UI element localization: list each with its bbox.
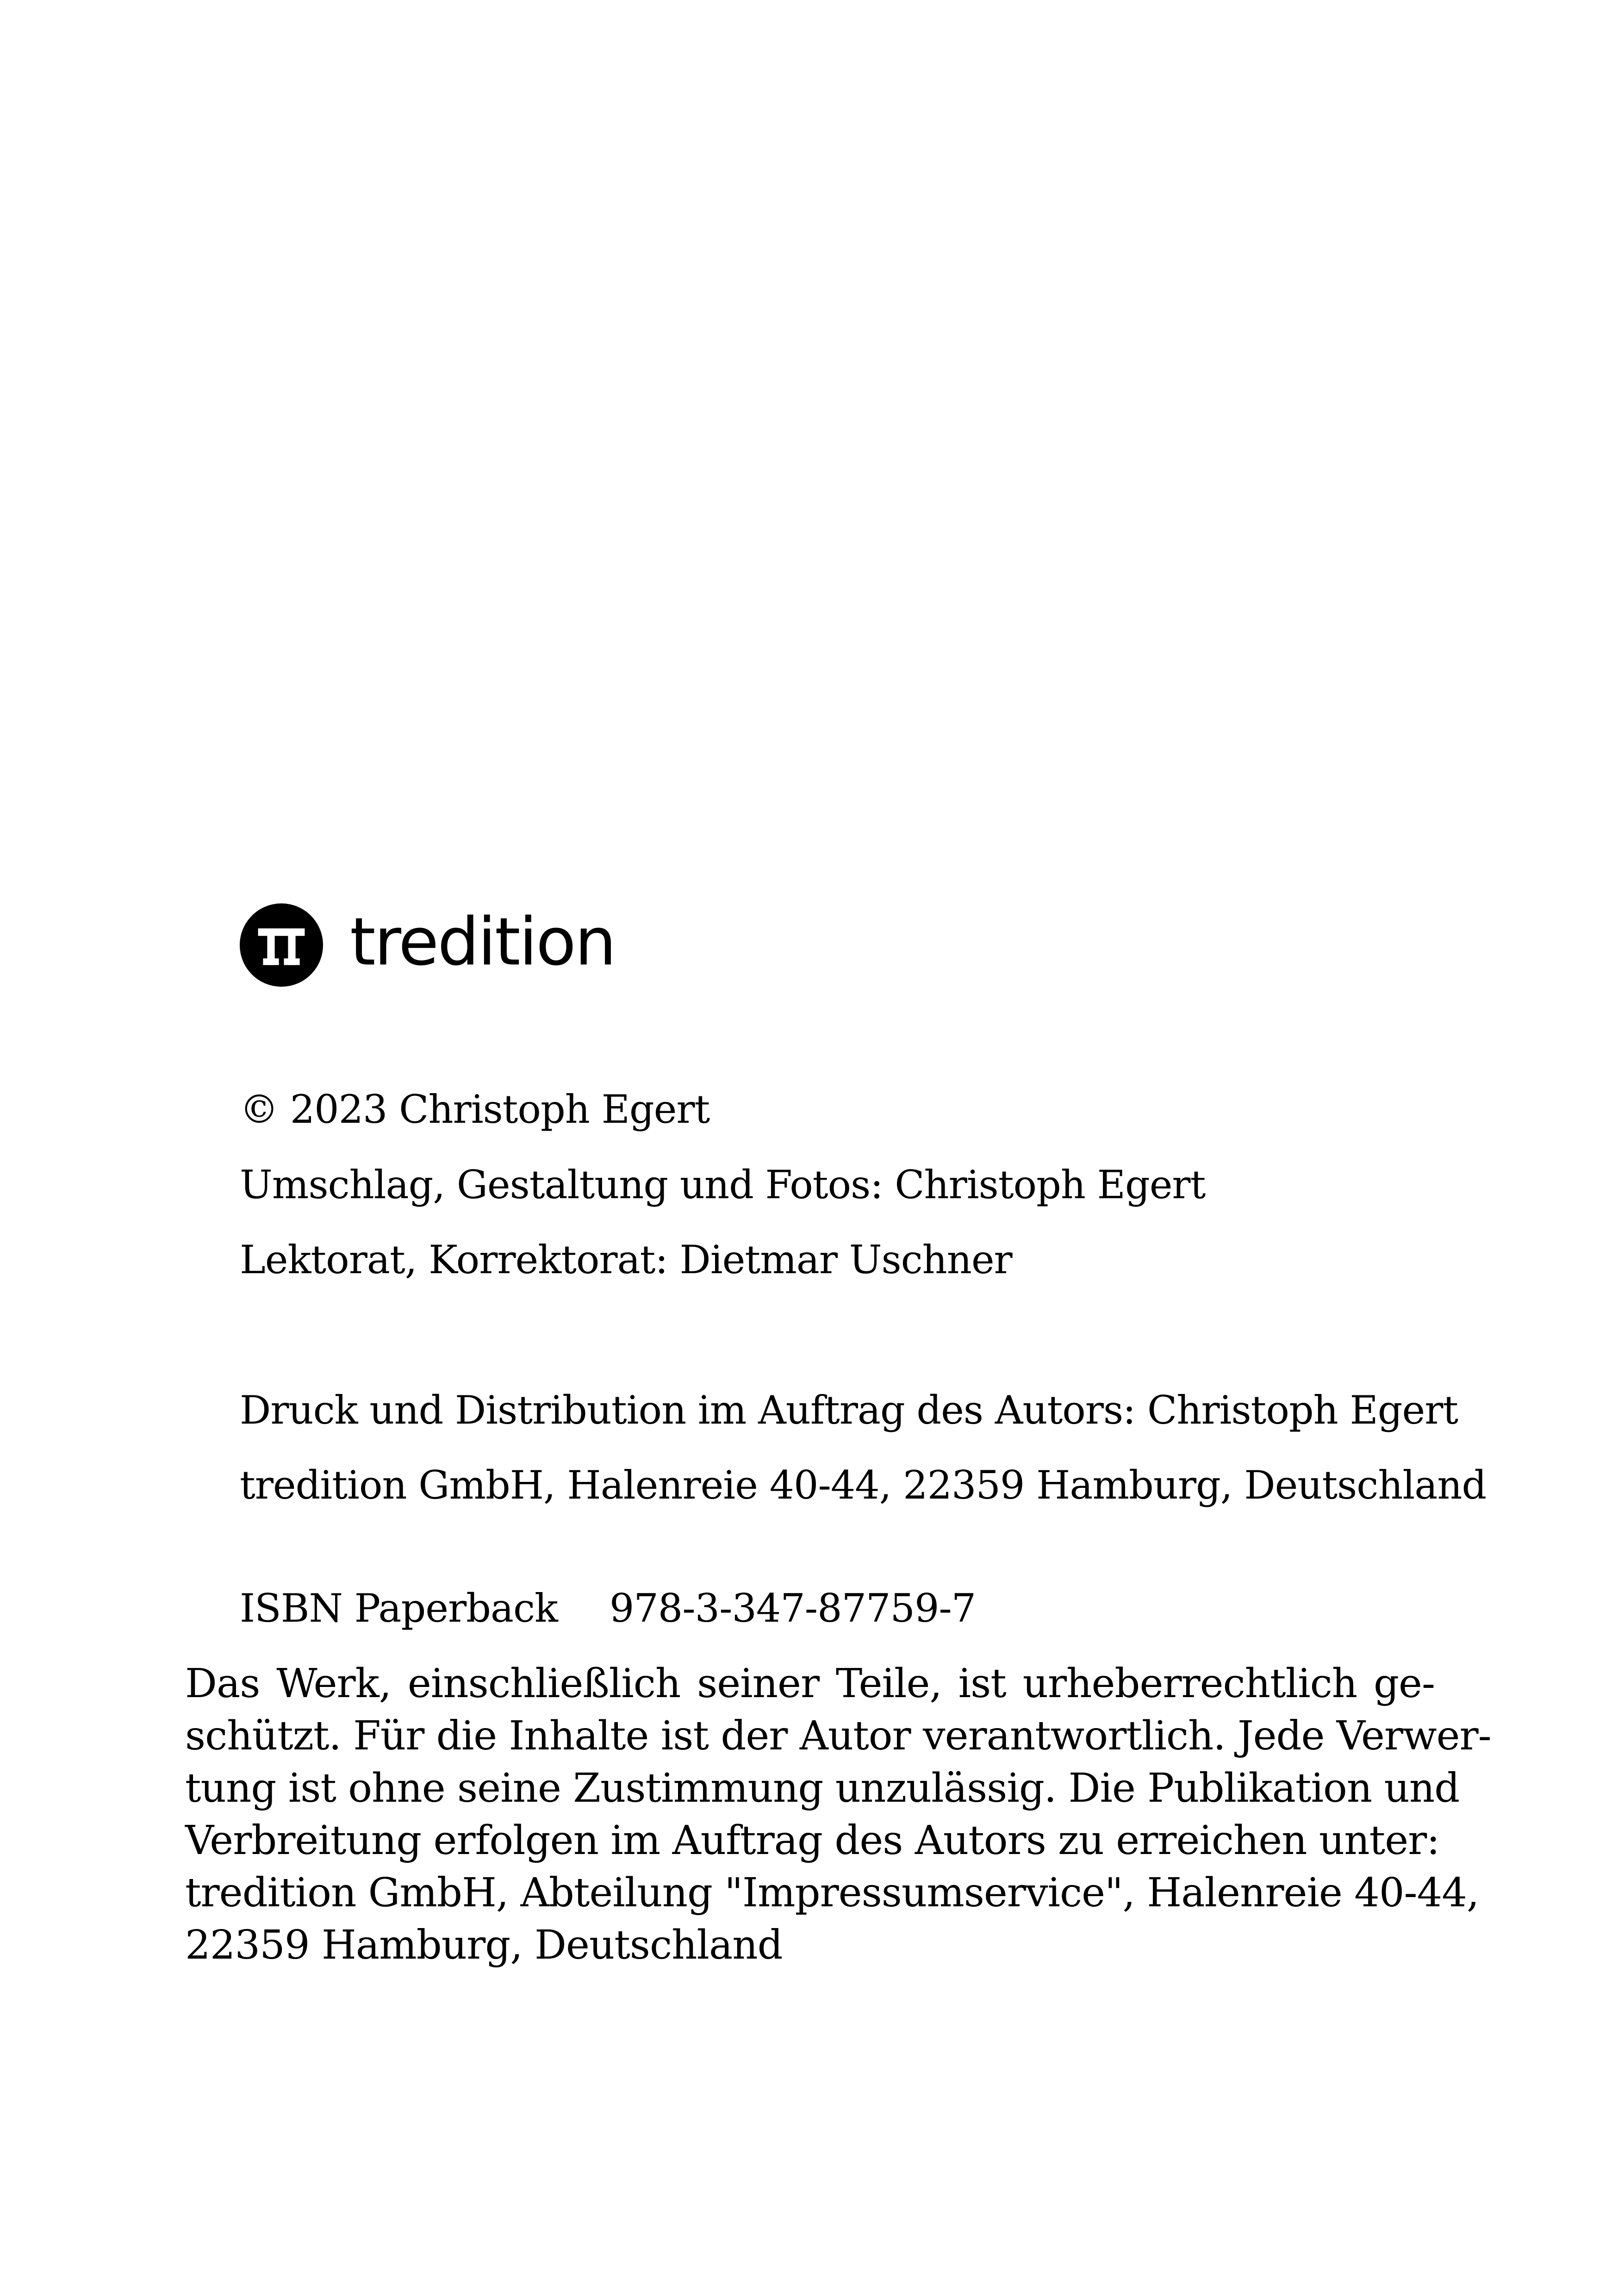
editing-credits-line: Lektorat, Korrektorat: Dietmar Uschner <box>240 1237 1012 1282</box>
publisher-address-line: tredition GmbH, Halenreie 40-44, 22359 Hamburg, Deutschland <box>240 1462 1487 1508</box>
legal-notice-line: Das Werk, einschließlich seiner Teile, ist urheberrechtlich ge- <box>185 1661 1435 1707</box>
legal-notice-line: Verbreitung erfolgen im Auftrag des Autors zu erreichen unter: <box>185 1817 1440 1864</box>
legal-notice-line: 22359 Hamburg, Deutschland <box>185 1922 783 1968</box>
isbn-value: 978-3-347-87759-7 <box>609 1586 976 1631</box>
legal-notice <box>185 1658 1491 1972</box>
isbn-label: ISBN Paperback <box>240 1586 558 1631</box>
tredition-logo-icon <box>240 903 323 987</box>
cover-credits-line: Umschlag, Gestaltung und Fotos: Christoph Egert <box>240 1162 1206 1207</box>
publisher-logo <box>240 903 615 987</box>
print-distribution-line: Druck und Distribution im Auftrag des Autors: Christoph Egert <box>240 1388 1458 1433</box>
legal-notice-line: schützt. Für die Inhalte ist der Autor verantwortlich. Jede Verwer- <box>185 1713 1491 1759</box>
legal-notice-line: tung ist ohne seine Zustimmung unzulässig. Die Publikation und <box>185 1765 1460 1811</box>
logo-wordmark: tredition <box>350 904 615 980</box>
copyright-line: © 2023 Christoph Egert <box>240 1087 710 1132</box>
legal-notice-line: tredition GmbH, Abteilung "Impressumservice", Halenreie 40-44, <box>185 1870 1479 1916</box>
isbn-line <box>240 1586 976 1631</box>
